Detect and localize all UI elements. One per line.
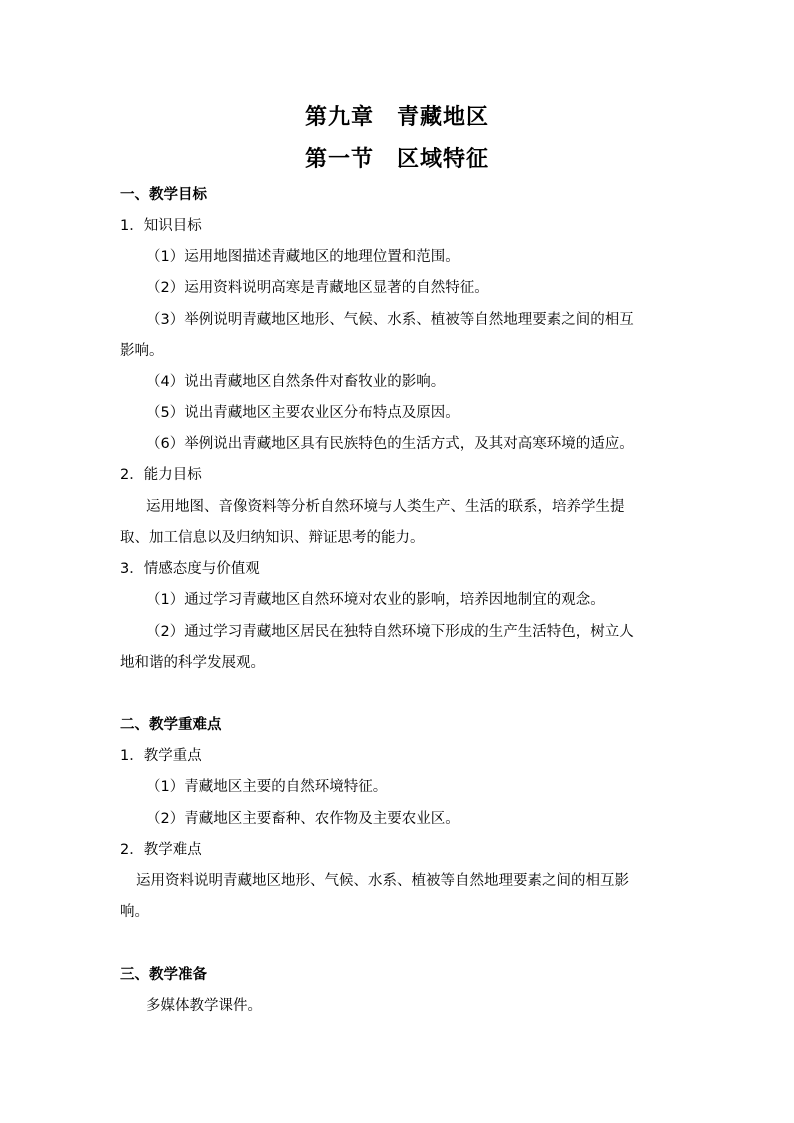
teaching-difficulty-text: 运用资料说明青藏地区地形、气候、水系、植被等自然地理要素之间的相互影	[136, 873, 629, 889]
knowledge-goal-item: （3）举例说明青藏地区地形、气候、水系、植被等自然地理要素之间的相互	[146, 312, 634, 328]
subheading-knowledge-goals: 1．知识目标	[120, 218, 202, 234]
attitude-goal-item: （2）通过学习青藏地区居民在独特自然环境下形成的生产生活特色，树立人	[146, 624, 634, 640]
knowledge-goal-item: （5）说出青藏地区主要农业区分布特点及原因。	[146, 405, 460, 421]
knowledge-goal-item-continued: 影响。	[120, 343, 164, 359]
subheading-teaching-difficulty: 2．教学难点	[120, 842, 202, 858]
section-heading-teaching-goals: 一、教学目标	[120, 187, 207, 203]
teaching-focus-item: （1）青藏地区主要的自然环境特征。	[146, 779, 388, 795]
subheading-ability-goals: 2．能力目标	[120, 467, 202, 483]
attitude-goal-item: （1）通过学习青藏地区自然环境对农业的影响，培养因地制宜的观念。	[146, 592, 605, 608]
preparation-text: 多媒体教学课件。	[146, 998, 262, 1014]
subheading-attitude-values: 3．情感态度与价值观	[120, 561, 260, 577]
teaching-difficulty-text-continued: 响。	[120, 904, 149, 920]
section-heading-preparation: 三、教学准备	[120, 967, 207, 983]
knowledge-goal-item: （2）运用资料说明高寒是青藏地区显著的自然特征。	[146, 280, 489, 296]
attitude-goal-item-continued: 地和谐的科学发展观。	[120, 655, 265, 671]
section-title: 第一节 区域特征	[304, 146, 489, 172]
knowledge-goal-item: （1）运用地图描述青藏地区的地理位置和范围。	[146, 249, 460, 265]
subheading-teaching-focus: 1．教学重点	[120, 748, 202, 764]
chapter-title: 第九章 青藏地区	[304, 104, 489, 130]
teaching-focus-item: （2）青藏地区主要畜种、农作物及主要农业区。	[146, 811, 460, 827]
ability-goal-text-continued: 取、加工信息以及归纳知识、辩证思考的能力。	[120, 530, 425, 546]
knowledge-goal-item: （4）说出青藏地区自然条件对畜牧业的影响。	[146, 374, 446, 390]
knowledge-goal-item: （6）举例说出青藏地区具有民族特色的生活方式，及其对高寒环境的适应。	[146, 436, 634, 452]
ability-goal-text: 运用地图、音像资料等分析自然环境与人类生产、生活的联系，培养学生提	[146, 499, 625, 515]
section-heading-key-points: 二、教学重难点	[120, 717, 222, 733]
